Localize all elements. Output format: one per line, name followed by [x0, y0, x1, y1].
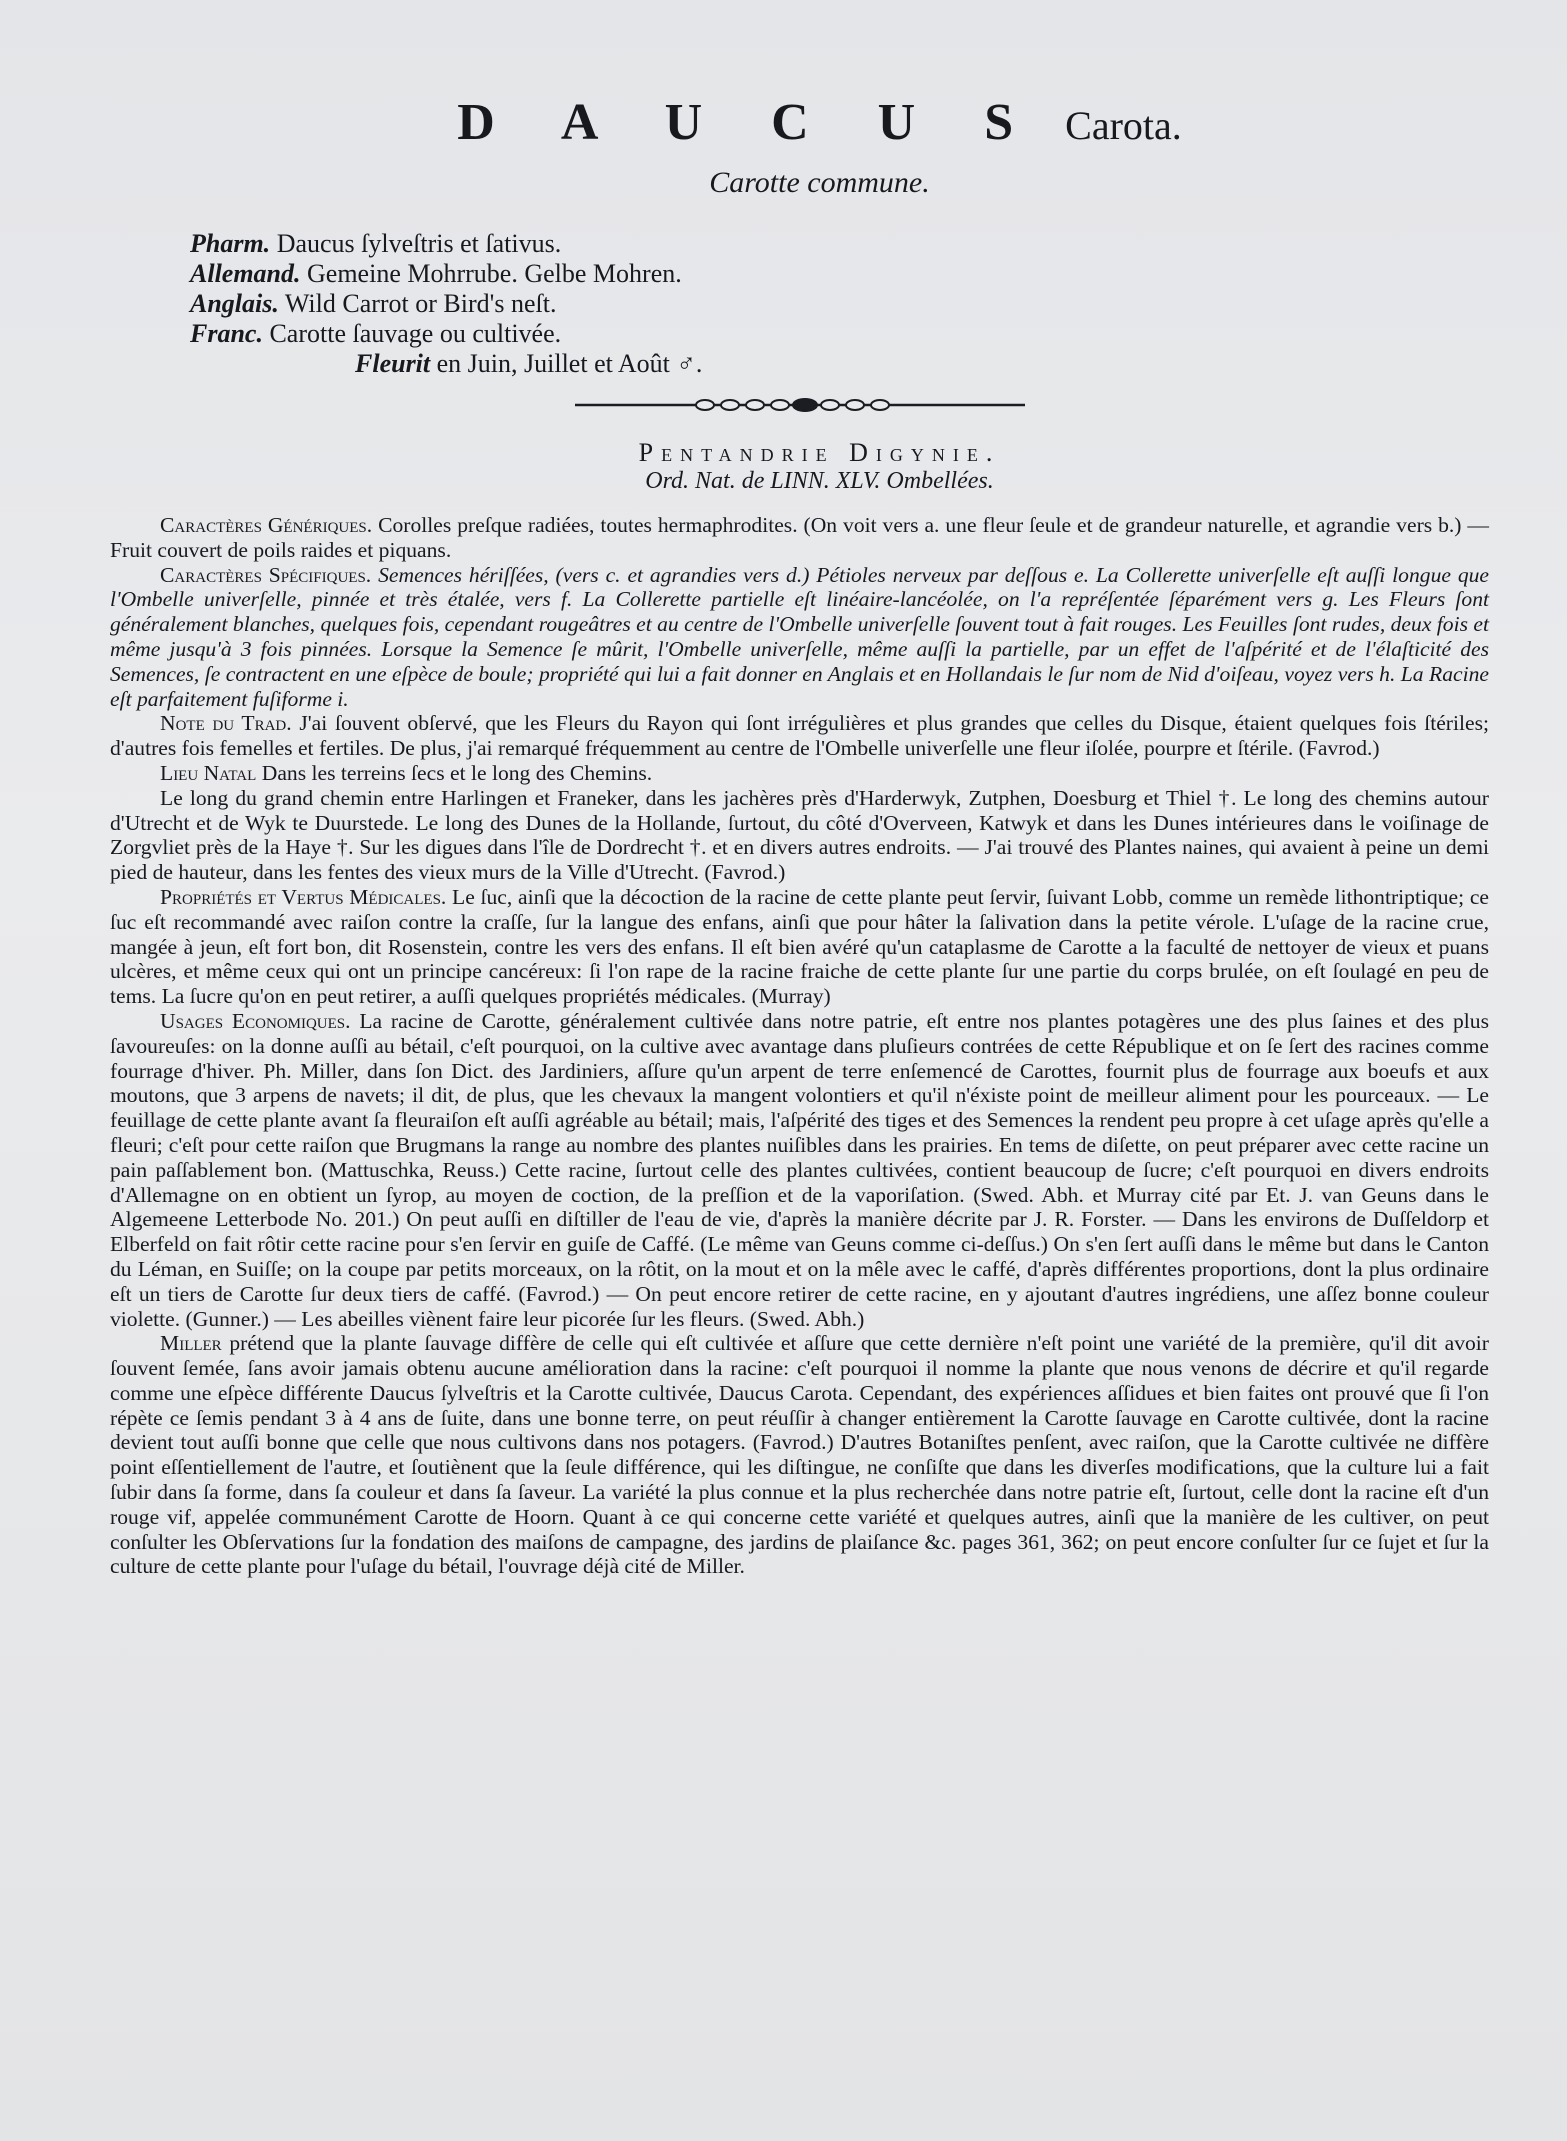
synonym-list: [190, 229, 1489, 379]
paragraph-text: Le long du grand chemin entre Harlingen et Franeker, dans les jachères près d'Harderwyk, Zutphen, Doesburg et Thiel †. Le long des chemins autour d'Utrecht et de Wyk te Duurstede. Le long des Dunes de la Hollande, ſurtout, du côté d'Overveen, Katwyk et dans les Dunes intérieures dans le voiſinage de Zorgvliet près de la Haye †. Sur les digues dans l'île de Dordrecht †. et en divers autres endroits. — J'ai trouvé des Plantes naines, qui avaient à peine un demi pied de hauteur, dans les fentes des vieux murs de la Ville d'Utrecht. (Favrod.): [110, 785, 1489, 885]
synonym-lang: Anglais.: [190, 289, 279, 318]
flowering-label: Fleurit: [355, 349, 431, 378]
paragraph-miller: [110, 1331, 1489, 1579]
title-row: [150, 95, 1489, 163]
genus-title: D A U C U S: [457, 94, 1042, 151]
paragraph-text: Corolles preſque radiées, toutes hermaphrodites. (On voit vers a. une fleur ſeule et de grandeur naturelle, et agrandie vers b.) — Fruit couvert de poils raides et piquans.: [110, 513, 1489, 562]
synonym-row: [190, 259, 1489, 289]
classification: [150, 439, 1489, 495]
title-block: [150, 95, 1489, 203]
paragraph-heading: Caractères Spécifiques.: [160, 562, 372, 587]
class-subtitle: Ord. Nat. de LINN. XLV. Ombellées.: [645, 468, 994, 494]
synonym-row: [190, 289, 1489, 319]
synonym-text: Gemeine Mohrrube. Gelbe Mohren.: [307, 259, 682, 288]
paragraph-heading: Note du Trad.: [160, 711, 292, 736]
paragraph-heading: Propriétés et Vertus Médicales.: [160, 884, 447, 909]
flowering-text: en Juin, Juillet et Août ♂.: [436, 349, 703, 378]
paragraph-text: prétend que la plante ſauvage diffère de celle qui eſt cultivée et aſſure que cette dernière n'eſt point une variété de la première, qu'il dit avoir ſouvent ſemée, ſans avoir jamais obtenu aucune amélioration dans la racine: c'eſt pourquoi il nomme la plante que nous venons de décrire et qu'il regarde comme une eſpèce différente Daucus ſylveſtris et la Carotte cultivée, Daucus Carota. Cependant, des expériences aſſidues et bien faites ont prouvé que ſi l'on répète ce ſemis pendant 3 à 4 ans de ſuite, dans une bonne terre, on peut réuſſir à changer entièrement la Carotte ſauvage en Carotte cultivée, dont la racine devient tout auſſi bonne que celle que nous cultivons dans nos potagers. (Favrod.) D'autres Botaniſtes penſent, avec raiſon, que la Carotte cultivée ne diffère point eſſentiellement de l'autre, et ſoutiènent que la ſeule différence, qui les diſtingue, ne conſiſte que dans les diverſes modifications, que la culture lui a fait ſubir dans ſa forme, dans ſa couleur et dans ſa ſaveur. La variété la plus connue et la plus recherchée dans notre patrie eſt, ſurtout, celle dont la racine eſt d'un rouge vif, appelée communément Carotte de Hoorn. Quant à ce qui concerne cette variété et quelques autres, ainſi que la manière de les cultiver, on peut conſulter les Obſervations ſur la fondation des maiſons de campagne, des jardins de plaiſance &c. pages 361, 362; on peut encore conſulter ſur ce ſujet et ſur la culture de cette plante pour l'uſage du bétail, l'ouvrage déjà cité de Miller.: [110, 1331, 1489, 1579]
synonym-lang: Pharm.: [190, 229, 271, 258]
paragraph-text: J'ai ſouvent obſervé, que les Fleurs du Rayon qui ſont irrégulières et plus grandes que celles du Disque, étaient quelques fois ſtériles; d'autres fois femelles et fertiles. De plus, j'ai remarqué fréquemment au centre de l'Ombelle univerſelle une fleur iſolée, pourpre et ſtérile. (Favrod.): [110, 711, 1489, 761]
species-title: Carota.: [1065, 103, 1182, 148]
ornament-divider: [575, 393, 1025, 417]
synonym-lang: Franc.: [190, 319, 263, 348]
synonym-text: Wild Carrot or Bird's neſt.: [284, 289, 557, 318]
paragraph-text: Dans les terreins ſecs et le long des Chemins.: [261, 760, 653, 785]
paragraph-text: La racine de Carotte, généralement cultivée dans notre patrie, eſt entre nos plantes potagères une des plus ſaines et des plus ſavoureuſes: on la donne auſſi au bétail, c'eſt pourquoi, on la cultive avec avantage dans pluſieurs contrées de cette République et on ſe ſert des racines comme fourrage d'hiver. Ph. Miller, dans ſon Dict. des Jardiniers, aſſure qu'un arpent de terre enſemencé de Carottes, fournit plus de fourrage aux boeufs et aux moutons, que 3 arpens de navets; il dit, de plus, que les chevaux la mangent volontiers et qu'il n'éxiste point de meilleur aliment pour les pourceaux. — Le feuillage de cette plante avant ſa fleuraiſon eſt auſſi agréable au bétail; mais, l'aſpérité des tiges et des Semences la rendent peu propre à cet uſage après qu'elle a fleuri; c'eſt pour cette raiſon que Brugmans la range au nombre des plantes nuiſibles dans les prairies. En tems de diſette, on peut préparer avec cette racine un pain paſſablement bon. (Mattuschka, Reuss.) Cette racine, ſurtout celle des plantes cultivées, contient beaucoup de ſucre; c'eſt pourquoi en divers endroits d'Allemagne on en obtient un ſyrop, au moyen de coction, de la preſſion et de la vaporiſation. (Swed. Abh. et Murray cité par Et. J. van Geuns dans le Algemeene Letterbode No. 201.) On peut auſſi en diſtiller de l'eau de vie, d'après la manière décrite par J. R. Forster. — Dans les environs de Duſſeldorp et Elberfeld on fait rôtir cette racine pour s'en ſervir en guiſe de Caffé. (Le même van Geuns comme ci-deſſus.) On s'en ſert auſſi dans le même but dans le Canton du Léman, en Suiſſe; on la coupe par petits morceaux, on la rôtit, on la mout et on la mêle avec le caffé, d'après différentes proportions, dont la plus ordinaire eſt un tiers de Carotte ſur deux tiers de caffé. (Favrod.) — On peut encore retirer de cette racine, en y ajoutant d'autres ingrédiens, une aſſez bonne couleur violette. (Gunner.) — Les abeilles viènent faire leur picorée ſur les fleurs. (Swed. Abh.): [110, 1008, 1489, 1331]
paragraph-locations: [110, 786, 1489, 885]
paragraph-translator-note: [110, 711, 1489, 761]
synonym-row: [190, 229, 1489, 259]
paragraph-heading: Caractères Génériques.: [160, 513, 373, 537]
body-text: [110, 513, 1489, 1579]
flowering-row: [190, 349, 1489, 379]
class-title: Pentandrie Digynie.: [638, 438, 1001, 467]
paragraph-heading: Usages Economiques.: [160, 1008, 351, 1033]
paragraph-specific-characters: [110, 563, 1489, 712]
paragraph-heading: Miller: [160, 1331, 222, 1356]
synonym-row: [190, 319, 1489, 349]
paragraph-medical-properties: [110, 885, 1489, 1009]
synonym-text: Carotte ſauvage ou cultivée.: [269, 319, 562, 348]
common-name: Carotte commune.: [709, 166, 930, 199]
paragraph-heading: Lieu Natal: [160, 760, 257, 785]
paragraph-generic-characters: [110, 513, 1489, 563]
paragraph-text: Semences hériſſées, (vers c. et agrandies vers d.) Pétioles nerveux par deſſous e. La Collerette univerſelle eſt auſſi longue que l'Ombelle univerſelle, pinnée et très étalée, vers f. La Collerette partielle eſt linéaire-lancéolée, on l'a repréſentée ſéparément vers g. Les Fleurs ſont généralement blanches, quelques fois, cependant rougeâtres et au centre de l'Ombelle univerſelle ſouvent tout à fait rouges. Les Feuilles ſont rudes, deux fois et même jusqu'à 3 fois pinnées. Lorsque la Semence ſe mûrit, l'Ombelle univerſelle, même auſſi la partielle, par un effet de l'aſpérité et de l'élaſticité des Semences, ſe contractent en une eſpèce de boule; propriété qui lui a fait donner en Anglais et en Hollandais le ſur nom de Nid d'oiſeau, voyez vers h. La Racine eſt parfaitement fuſiforme i.: [110, 562, 1490, 711]
paragraph-economic-uses: [110, 1009, 1489, 1331]
paragraph-text: Le ſuc, ainſi que la décoction de la racine de cette plante peut ſervir, ſuivant Lobb, comme un remède lithontriptique; ce ſuc eſt recommandé avec raiſon contre la craſſe, ſur la langue des enfans, ainſi que pour hâter la ſalivation dans la petite vérole. L'uſage de la racine crue, mangée à jeun, eſt fort bon, dit Rosenstein, contre les vers des enfans. Il eſt bien avéré qu'un cataplasme de Carotte a la faculté de nettoyer de vieux et puans ulcères, et même ceux qui ont un principe cancéreux: ſi l'on rape de la racine fraiche de cette plante ſur une partie du corps brulée, on eſt ſoulagé en peu de tems. La ſucre qu'on en peut retirer, a auſſi quelques propriétés médicales. (Murray): [110, 884, 1489, 1009]
paragraph-native-place: [110, 761, 1489, 786]
synonym-lang: Allemand.: [190, 259, 301, 288]
synonym-text: Daucus ſylveſtris et ſativus.: [276, 229, 562, 258]
